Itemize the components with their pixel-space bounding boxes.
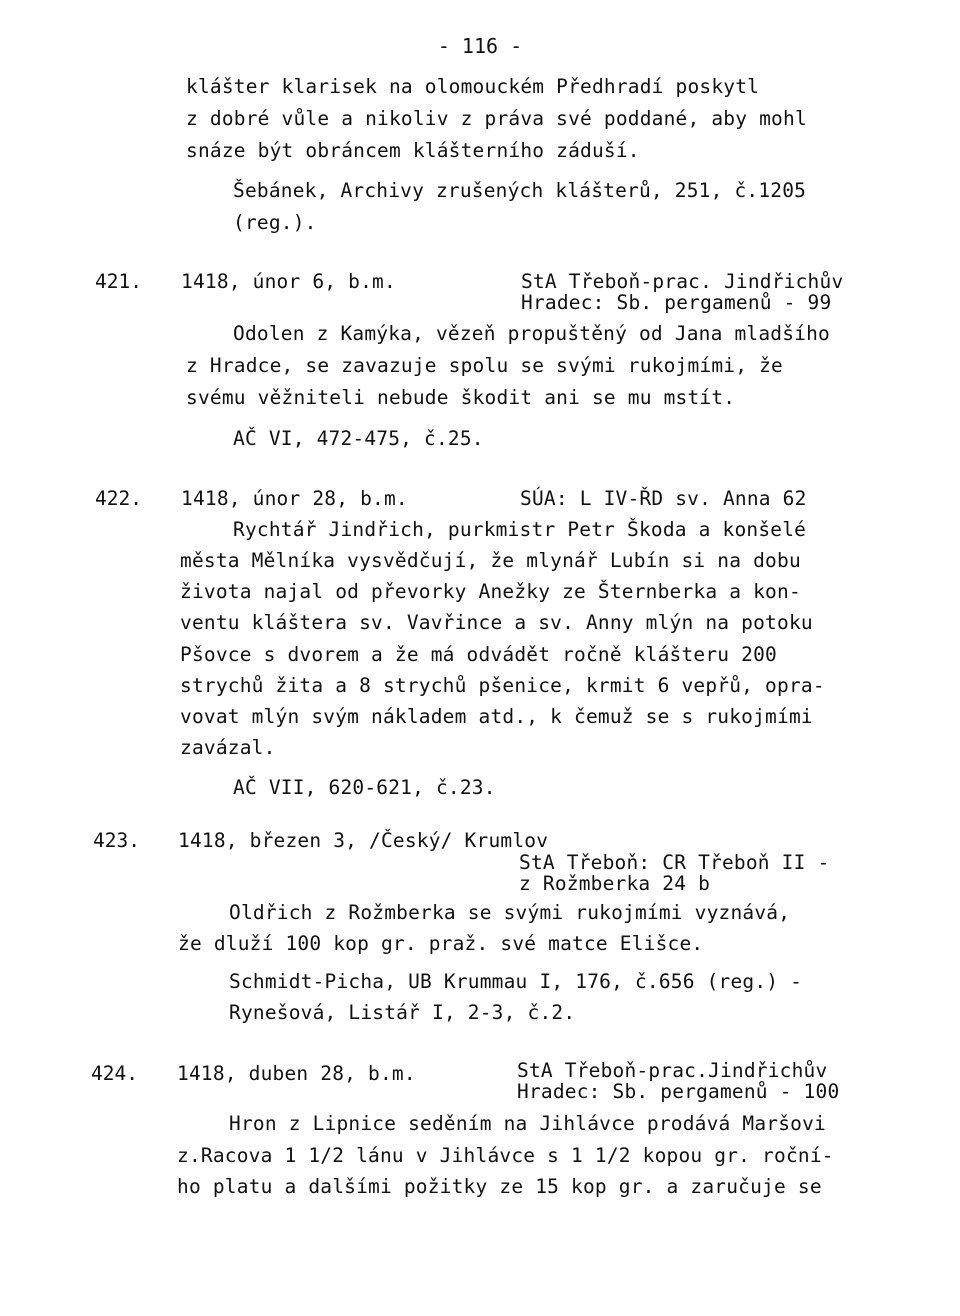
- entry-text: vovat mlýn svým nákladem atd., k čemuž se s rukojmími: [180, 705, 813, 728]
- intro-reference: Šebánek, Archivy zrušených klášterů, 251, č.1205: [233, 179, 807, 202]
- entry-text: strychů žita a 8 strychů pšenice, krmit 6 vepřů, opra-: [180, 674, 825, 697]
- entry-source: StA Třeboň-prac. Jindřichův: [521, 270, 844, 293]
- entry-source: StA Třeboň: CR Třeboň II -: [519, 851, 830, 874]
- entry-source: z Rožmberka 24 b: [519, 872, 711, 895]
- intro-line: z dobré vůle a nikoliv z práva své poddané, aby mohl: [186, 107, 807, 130]
- entry-text: Hron z Lipnice seděním na Jihlávce prodává Maršovi: [229, 1112, 826, 1135]
- entry-number: 423.: [93, 829, 140, 852]
- entry-text: z.Racova 1 1/2 lánu v Jihlávce s 1 1/2 kopou gr. roční-: [177, 1144, 834, 1167]
- intro-reference: (reg.).: [233, 211, 317, 234]
- entry-source: Hradec: Sb. pergamenů - 99: [521, 291, 832, 314]
- entry-text: Pšovce s dvorem a že má odvádět ročně klášteru 200: [180, 643, 777, 666]
- entry-date: 1418, únor 28, b.m.: [181, 487, 408, 510]
- entry-reference: AČ VI, 472-475, č.25.: [233, 427, 484, 450]
- entry-text: města Mělníka vysvědčují, že mlynář Lubín si na dobu: [180, 549, 801, 572]
- entry-source: SÚA: L IV-ŘD sv. Anna 62: [520, 487, 807, 510]
- entry-text: svému věžniteli nebude škodit ani se mu mstít.: [186, 386, 736, 409]
- entry-number: 421.: [95, 270, 142, 293]
- entry-text: Oldřich z Rožmberka se svými rukojmími vyznává,: [229, 901, 791, 924]
- entry-text: zavázal.: [180, 736, 276, 759]
- entry-number: 422.: [95, 487, 142, 510]
- entry-text: Odolen z Kamýka, vězeň propuštěný od Jana mladšího: [233, 322, 830, 345]
- entry-date: 1418, březen 3, /Český/ Krumlov: [178, 829, 549, 852]
- entry-text: ventu kláštera sv. Vavřince a sv. Anny mlýn na potoku: [180, 611, 813, 634]
- entry-text: z Hradce, se zavazuje spolu se svými rukojmími, že: [186, 354, 783, 377]
- entry-date: 1418, únor 6, b.m.: [181, 270, 396, 293]
- entry-reference: Rynešová, Listář I, 2-3, č.2.: [229, 1001, 576, 1024]
- entry-number: 424.: [91, 1062, 138, 1085]
- intro-line: klášter klarisek na olomouckém Předhradí poskytl: [186, 75, 760, 98]
- entry-source: Hradec: Sb. pergamenů - 100: [517, 1080, 840, 1103]
- entry-text: života najal od převorky Anežky ze Šternberka a kon-: [180, 580, 801, 603]
- entry-text: Rychtář Jindřich, purkmistr Petr Škoda a konšelé: [233, 518, 807, 541]
- intro-line: snáze být obráncem klášterního záduší.: [186, 139, 640, 162]
- entry-reference: Schmidt-Picha, UB Krummau I, 176, č.656 (reg.) -: [229, 970, 803, 993]
- page-number: - 116 -: [437, 34, 523, 58]
- entry-text: že dluží 100 kop gr. praž. své matce Elišce.: [178, 932, 704, 955]
- entry-text: ho platu a dalšími požitky ze 15 kop gr. a zaručuje se: [177, 1175, 822, 1198]
- entry-source: StA Třeboň-prac.Jindřichův: [517, 1059, 828, 1082]
- entry-reference: AČ VII, 620-621, č.23.: [233, 776, 496, 799]
- entry-date: 1418, duben 28, b.m.: [177, 1062, 416, 1085]
